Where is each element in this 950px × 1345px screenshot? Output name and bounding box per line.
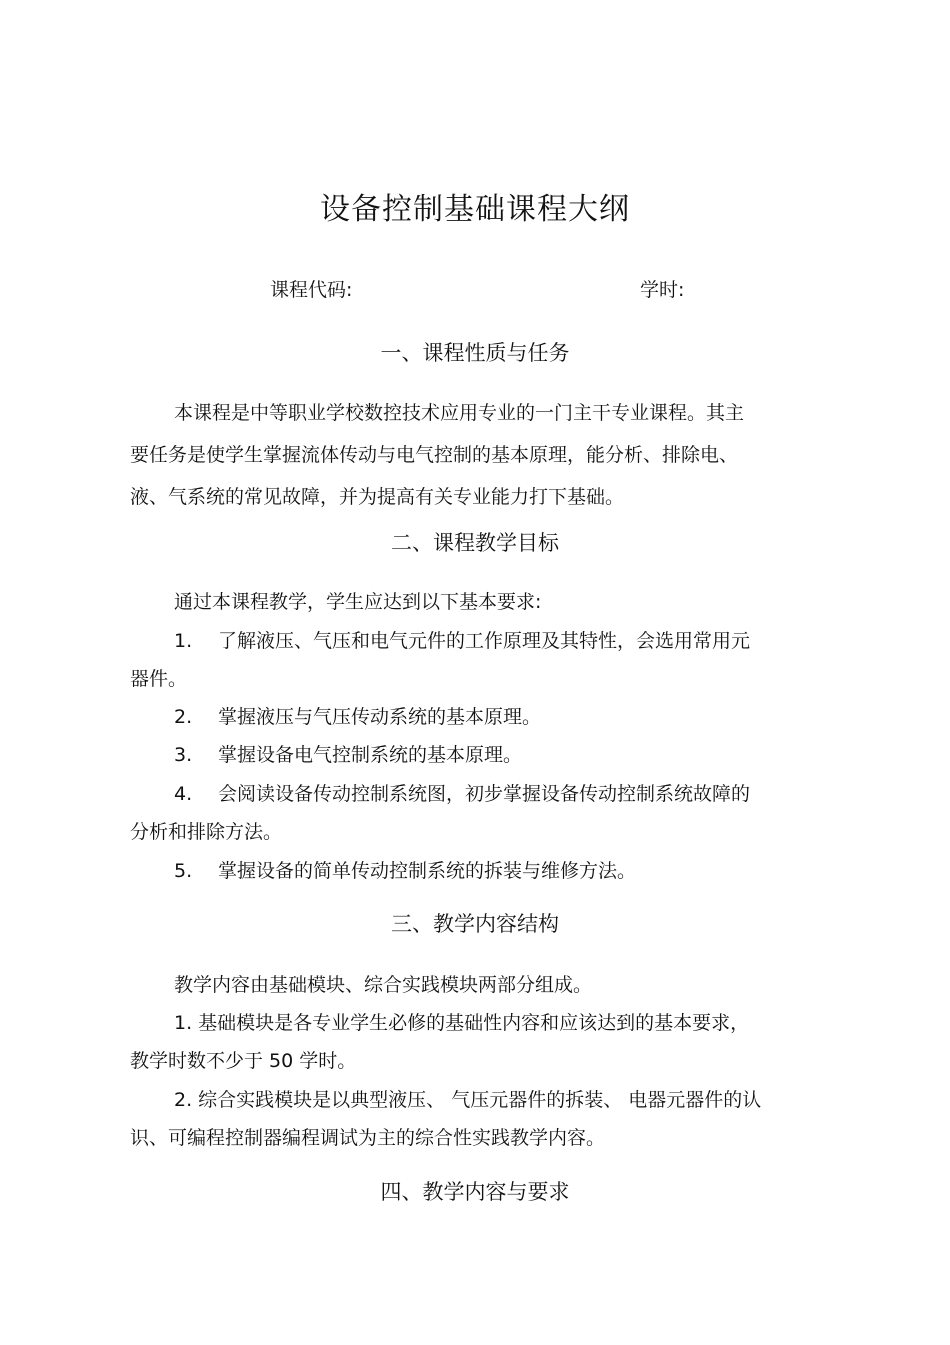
section-heading-2: 二、课程教学目标 bbox=[391, 531, 559, 555]
structure-item-1: 1. 基础模块是各专业学生必修的基础性内容和应该达到的基本要求， 教学时数不少于 50 学时。 bbox=[130, 1012, 750, 1072]
objective-text: 掌握设备电气控制系统的基本原理。 bbox=[218, 744, 523, 766]
section-2-intro: 通过本课程教学，学生应达到以下基本要求: bbox=[174, 591, 542, 613]
objective-text: 会阅读设备传动控制系统图，初步掌握设备传动控制系统故障的 分析和排除方法。 bbox=[130, 783, 751, 843]
objective-number: 2. bbox=[174, 706, 193, 728]
objective-number: 1. bbox=[174, 630, 193, 652]
hours-label: 学时: bbox=[640, 279, 685, 301]
section-heading-4: 四、教学内容与要求 bbox=[380, 1180, 570, 1204]
objective-item-3 bbox=[130, 736, 820, 774]
objective-item-1 bbox=[130, 622, 820, 698]
document-title: 设备控制基础课程大纲 bbox=[320, 192, 630, 227]
objective-item-4 bbox=[130, 775, 820, 851]
objective-item-2 bbox=[130, 698, 820, 736]
section-3-intro: 教学内容由基础模块、综合实践模块两部分组成。 bbox=[174, 974, 593, 996]
section-heading-3: 三、教学内容结构 bbox=[391, 912, 559, 936]
structure-item-2: 2. 综合实践模块是以典型液压、 气压元器件的拆装、 电器元器件的认 识、可编程控制器编程调试为主的综合性实践教学内容。 bbox=[130, 1089, 762, 1149]
objective-text: 掌握液压与气压传动系统的基本原理。 bbox=[218, 706, 542, 728]
objective-number: 3. bbox=[174, 744, 193, 766]
objective-text: 了解液压、气压和电气元件的工作原理及其特性，会选用常用元 器件。 bbox=[130, 630, 751, 690]
section-1-paragraph: 本课程是中等职业学校数控技术应用专业的一门主干专业课程。其主 要任务是使学生掌握流体传动与电气控制的基本原理，能分析、排除电、 液、气系统的常见故障，并为提高有关专业能力打下基础。 bbox=[130, 402, 745, 508]
objective-number: 5. bbox=[174, 860, 193, 882]
objective-number: 4. bbox=[174, 783, 193, 805]
course-code-label: 课程代码: bbox=[270, 279, 353, 301]
section-heading-1: 一、课程性质与任务 bbox=[380, 341, 570, 365]
objective-text: 掌握设备的简单传动控制系统的拆装与维修方法。 bbox=[218, 860, 637, 882]
objective-item-5 bbox=[130, 852, 820, 890]
